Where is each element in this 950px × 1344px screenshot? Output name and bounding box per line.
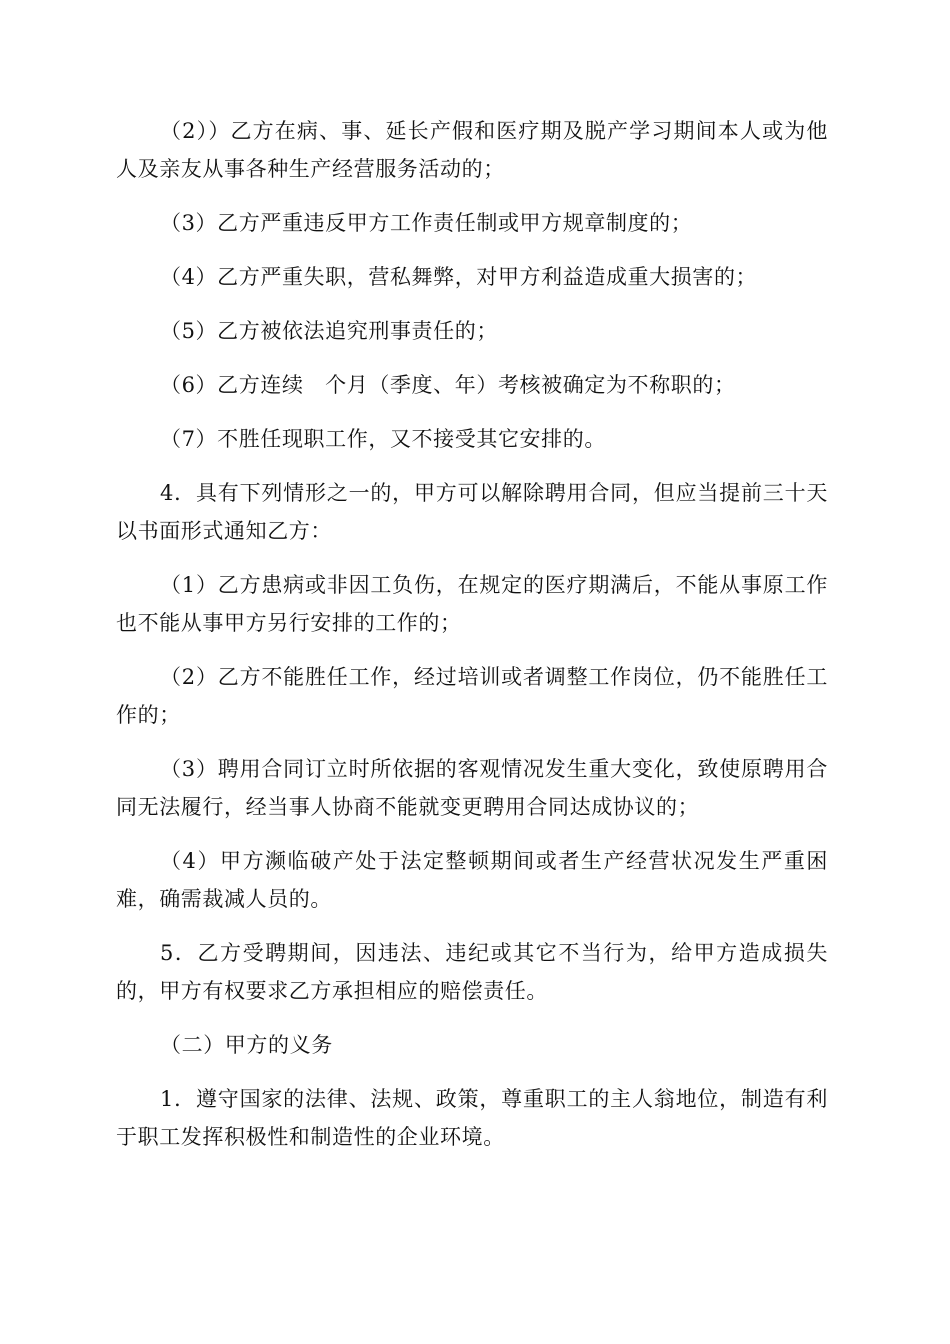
clause-paragraph: （3）乙方严重违反甲方工作责任制或甲方规章制度的； <box>160 211 693 235</box>
section-heading: （二）甲方的义务 <box>160 1033 333 1057</box>
clause-paragraph: （3）聘用合同订立时所依据的客观情况发生重大变化，致使原聘用合同无法履行，经当事人协商不能就变更聘用合同达成协议的； <box>116 757 828 819</box>
clause-paragraph: （5）乙方被依法追究刑事责任的； <box>160 319 498 343</box>
clause-paragraph: （7）不胜任现职工作，又不接受其它安排的。 <box>160 427 606 451</box>
clause-paragraph: （4）乙方严重失职，营私舞弊，对甲方利益造成重大损害的； <box>160 265 758 289</box>
section-paragraph: 1．遵守国家的法律、法规、政策，尊重职工的主人翁地位，制造有利于职工发挥积极性和制造性的企业环境。 <box>116 1087 828 1149</box>
clause-paragraph: （2）乙方不能胜任工作，经过培训或者调整工作岗位，仍不能胜任工作的； <box>116 665 828 727</box>
document-body <box>116 112 828 1172</box>
section-paragraph: 4．具有下列情形之一的，甲方可以解除聘用合同，但应当提前三十天以书面形式通知乙方： <box>116 481 828 543</box>
clause-paragraph: （2））乙方在病、事、延长产假和医疗期及脱产学习期间本人或为他人及亲友从事各种生产经营服务活动的； <box>116 119 828 181</box>
clause-paragraph: （1）乙方患病或非因工负伤，在规定的医疗期满后，不能从事原工作也不能从事甲方另行安排的工作的； <box>116 573 828 635</box>
section-paragraph: 5．乙方受聘期间，因违法、违纪或其它不当行为，给甲方造成损失的，甲方有权要求乙方承担相应的赔偿责任。 <box>116 941 828 1003</box>
clause-paragraph: （6）乙方连续 个月（季度、年）考核被确定为不称职的； <box>160 373 736 397</box>
clause-paragraph: （4）甲方濒临破产处于法定整顿期间或者生产经营状况发生严重困难，确需裁减人员的。 <box>116 849 828 911</box>
